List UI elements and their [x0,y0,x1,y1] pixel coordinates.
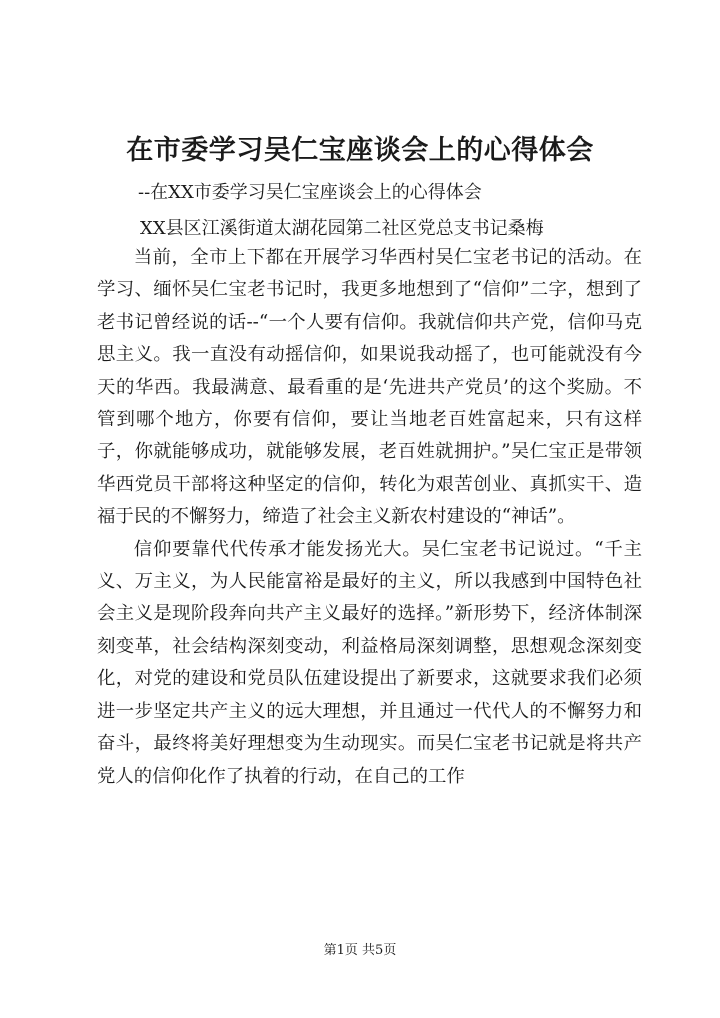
document-body [97,242,642,793]
body-paragraph: 信仰要靠代代传承才能发扬光大。吴仁宝老书记说过。“千主义、万主义，为人民能富裕是最好的主义，所以我感到中国特色社会主义是现阶段奔向共产主义最好的选择。”新形势下，经济体制深刻变革，社会结构深刻变动，利益格局深刻调整，思想观念深刻变化，对党的建设和党员队伍建设提出了新要求，这就要求我们必须进一步坚定共产主义的远大理想，并且通过一代代人的不懈努力和奋斗，最终将美好理想变为生动现实。而吴仁宝老书记就是将共产党人的信仰化作了执着的行动，在自己的工作 [97,538,642,787]
document-title: 在市委学习吴仁宝座谈会上的心得体会 [126,135,594,166]
body-paragraph: 当前，全市上下都在开展学习华西村吴仁宝老书记的活动。在学习、缅怀吴仁宝老书记时，我更多地想到了“信仰”二字，想到了老书记曾经说的话--“一个人要有信仰。我就信仰共产党，信仰马克思主义。我一直没有动摇信仰，如果说我动摇了，也可能就没有今天的华西。我最满意、最看重的是‘先进共产党员’的这个奖励。不管到哪个地方，你要有信仰，要让当地老百姓富起来，只有这样子，你就能够成功，就能够发展，老百姓就拥护。”吴仁宝正是带领华西党员干部将这种坚定的信仰，转化为艰苦创业、真抓实干、造福于民的不懈努力，缔造了社会主义新农村建设的“神话”。 [97,247,642,528]
document-author-line: XX县区江溪街道太湖花园第二社区党总支书记桑梅 [140,218,544,239]
document-subtitle: --在XX市委学习吴仁宝座谈会上的心得体会 [138,182,482,203]
page-footer: 第1页 共5页 [323,943,397,958]
